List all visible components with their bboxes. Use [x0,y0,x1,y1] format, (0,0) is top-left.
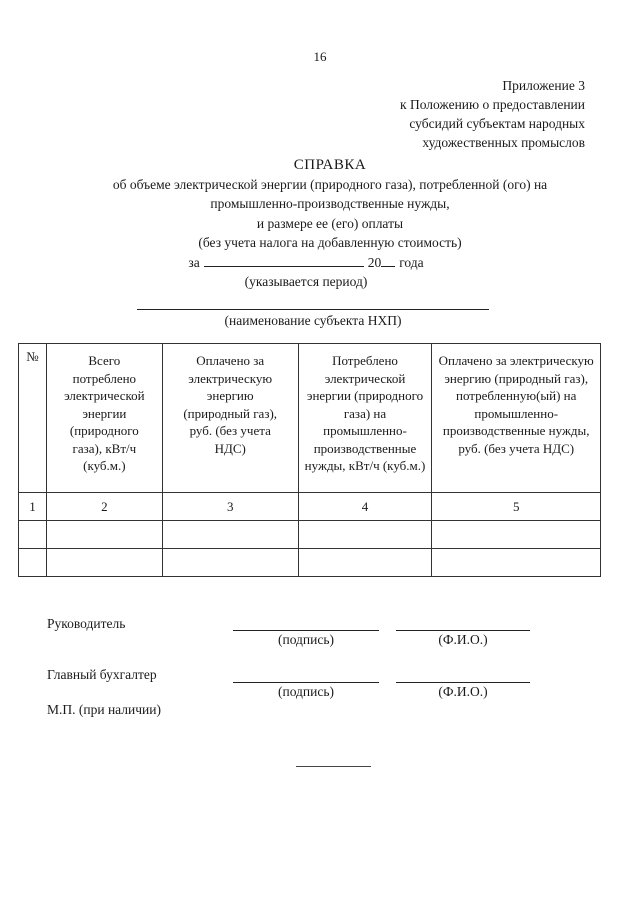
footer-divider [296,766,371,767]
subtitle-line-2: промышленно-производственные нужды, [210,196,450,211]
entity-caption: (наименование субъекта НХП) [224,313,402,328]
document-title: СПРАВКА [293,157,367,173]
period-prefix: за [188,254,200,270]
header-number: № [19,344,47,493]
table-cell[interactable] [46,521,162,549]
year-blank[interactable] [381,253,395,267]
header-total-consumed-text: Всего потреблено электрической энергии (природного газа), кВт/ч (куб.м.) [64,353,145,473]
table-cell[interactable] [46,549,162,577]
header-production-consumed [298,344,432,493]
header-production-paid-text: Оплачено за электрическую энергию (природный газ), потребленную(ый) на промышленно-производственные нужды, руб. (без учета НДС) [438,353,594,456]
appendix-line-3: субсидий субъектам народных [409,116,585,131]
head-name-caption: (Ф.И.О.) [438,632,488,647]
year-suffix: года [399,254,424,270]
period-hint: (указывается период) [244,274,368,289]
header-total-paid-text: Оплачено за электрическую энергию (природный газ), руб. (без учета НДС) [183,353,278,456]
stamp-note: М.П. (при наличии) [47,702,161,717]
table-cell[interactable] [432,521,601,549]
header-production-consumed-text: Потреблено электрической энергии (природного газа) на промышленно-производственные нужды, кВт/ч (куб.м.) [304,353,426,473]
header-total-paid [162,344,298,493]
table-cell[interactable] [19,521,47,549]
appendix-line-1: Приложение 3 [502,78,585,93]
accountant-name-line[interactable] [396,682,530,683]
column-number-3: 3 [162,493,298,521]
column-number-4: 4 [298,493,432,521]
subtitle-line-1: об объеме электрической энергии (природного газа), потребленной (ого) на [112,176,548,192]
table-cell[interactable] [298,549,432,577]
header-total-consumed [46,344,162,493]
appendix-reference [325,76,585,152]
head-signature-line[interactable] [233,630,379,631]
column-number-1: 1 [19,493,47,521]
table-row [19,549,601,577]
entity-name-blank[interactable] [137,309,489,310]
table-cell[interactable] [298,521,432,549]
column-number-row [19,493,601,521]
table-row [19,521,601,549]
accountant-name-caption: (Ф.И.О.) [438,684,488,699]
column-number-2: 2 [46,493,162,521]
accountant-signature-caption: (подпись) [277,684,335,699]
accountant-signature-line[interactable] [233,682,379,683]
document-header [40,156,620,292]
appendix-line-4: художественных промыслов [422,135,585,150]
accountant-label: Главный бухгалтер [47,667,157,682]
table-cell[interactable] [19,549,47,577]
column-number-5: 5 [432,493,601,521]
head-name-line[interactable] [396,630,530,631]
period-row [0,253,620,273]
head-label: Руководитель [47,616,126,631]
table-cell[interactable] [162,521,298,549]
period-blank[interactable] [204,253,364,267]
subtitle-line-4: (без учета налога на добавленную стоимость) [198,235,462,250]
year-prefix: 20 [367,254,382,270]
head-signature-caption: (подпись) [277,632,335,647]
table-cell[interactable] [162,549,298,577]
header-production-paid [432,344,601,493]
page-number: 16 [313,49,327,64]
table-cell[interactable] [432,549,601,577]
table-header-row [19,344,601,493]
appendix-line-2: к Положению о предоставлении [400,97,585,112]
energy-table [18,343,601,577]
subtitle-line-3: и размере ее (его) оплаты [256,215,404,231]
